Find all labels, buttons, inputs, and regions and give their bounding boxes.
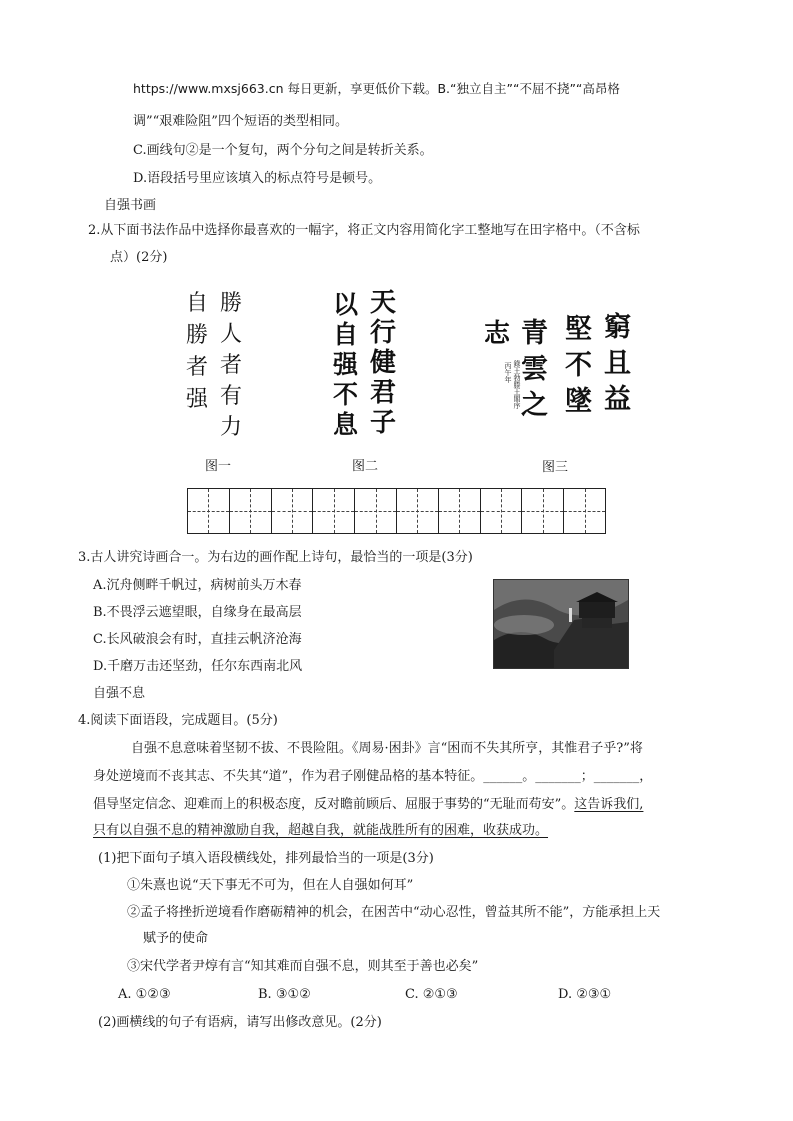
q4-sentence-1: ①朱熹也说“天下事无不可为，但在人自强如何耳” bbox=[127, 878, 414, 893]
fig3-col-2 bbox=[521, 316, 548, 424]
option-d: D.语段括号里应该填入的标点符号是顿号。 bbox=[133, 171, 382, 186]
fig3-char: 不 bbox=[565, 350, 592, 381]
section-title-self-improvement: 自强不息 bbox=[93, 686, 146, 701]
q4-underlined-sentence: 只有以自强不息的精神激励自我，超越自我，就能战胜所有的困难，收获成功。 bbox=[93, 823, 549, 838]
q4-stem: 4.阅读下面语段，完成题目。(5分) bbox=[78, 713, 278, 728]
grid-cell[interactable] bbox=[355, 489, 397, 533]
fig3-inscription: 丙午年 bbox=[504, 362, 512, 383]
fig3-char: 雲 bbox=[521, 354, 548, 385]
fig1-col-left bbox=[186, 288, 208, 416]
grid-cell[interactable] bbox=[522, 489, 564, 533]
fig3-caption: 图三 bbox=[542, 460, 569, 475]
option-c: C.画线句②是一个复句，两个分句之间是转折关系。 bbox=[133, 143, 433, 158]
writing-grid[interactable] bbox=[187, 488, 606, 534]
fig1-char: 勝 bbox=[220, 291, 243, 316]
fig2-char: 行 bbox=[370, 318, 397, 348]
q3-option-b[interactable]: B.不畏浮云遮望眼，自缘身在最高层 bbox=[93, 605, 302, 620]
q3-option-d[interactable]: D.千磨万击还坚劲，任尔东西南北风 bbox=[93, 659, 303, 674]
q4-choice-d[interactable]: D. ②③① bbox=[558, 987, 612, 1002]
fig3-char: 堅 bbox=[565, 314, 592, 345]
q4-sub1-stem: (1)把下面句子填入语段横线处，排列最恰当的一项是(3分) bbox=[98, 851, 434, 866]
header-line: https://www.mxsj663.cn 每日更新，享更低价下载。B.“独立自主”“不屈不挠”“高昂格 bbox=[133, 81, 620, 96]
fig2-char: 以 bbox=[333, 290, 359, 319]
grid-cell[interactable] bbox=[439, 489, 481, 533]
q3-option-a[interactable]: A.沉舟侧畔千帆过，病树前头万木春 bbox=[93, 578, 302, 593]
fig1-char: 勝 bbox=[186, 323, 209, 348]
q4-passage-text: 倡导坚定信念、迎难而上的积极态度，反对瞻前顾后、屈服于事势的“无耻而苟安”。 bbox=[93, 797, 575, 812]
fig1-col-right bbox=[220, 288, 242, 443]
grid-cell[interactable] bbox=[564, 489, 605, 533]
fig1-char: 人 bbox=[220, 322, 243, 347]
fig1-char: 者 bbox=[186, 355, 209, 380]
q4-choice-c[interactable]: C. ②①③ bbox=[405, 987, 458, 1002]
option-b-continuation: 调”“艰难险阻”四个短语的类型相同。 bbox=[133, 114, 348, 129]
fig2-char: 健 bbox=[370, 348, 397, 378]
fig3-char: 窮 bbox=[604, 312, 631, 343]
fig1-char: 者 bbox=[220, 353, 243, 378]
q4-underlined-sentence-start: 这告诉我们, bbox=[574, 797, 644, 812]
grid-cell[interactable] bbox=[188, 489, 230, 533]
q4-passage-line3 bbox=[93, 796, 643, 814]
q4-choice-a[interactable]: A. ①②③ bbox=[118, 987, 171, 1002]
fig3-col-3 bbox=[565, 312, 592, 420]
fig3-col-1 bbox=[484, 318, 510, 350]
fig2-char: 子 bbox=[370, 408, 397, 438]
fig1-char: 力 bbox=[220, 415, 243, 440]
q2-stem-line2: 点）(2分) bbox=[110, 250, 168, 265]
grid-cell[interactable] bbox=[272, 489, 314, 533]
fig2-caption: 图二 bbox=[352, 459, 379, 474]
fig3-char: 益 bbox=[604, 384, 631, 415]
q4-sentence-3: ③宋代学者尹焞有言“知其难而自强不息，则其至于善也必矣” bbox=[127, 959, 479, 974]
fig2-col-left bbox=[333, 290, 358, 440]
fig1-char: 有 bbox=[220, 384, 243, 409]
q4-sentence-2: ②孟子将挫折逆境看作磨砺精神的机会，在困苦中“动心忍性，曾益其所不能”，方能承担上天 bbox=[127, 905, 661, 920]
fig3-inscription: 錄王勃滕王閣序 bbox=[513, 360, 521, 409]
fig2-char: 天 bbox=[370, 288, 397, 318]
fig2-char: 息 bbox=[333, 410, 359, 439]
fig1-char: 自 bbox=[186, 291, 209, 316]
q4-sub2-stem: (2)画横线的句子有语病，请写出修改意见。(2分) bbox=[98, 1015, 382, 1030]
fig1-caption: 图一 bbox=[205, 459, 232, 474]
q4-sentence-2-cont: 赋予的使命 bbox=[143, 931, 209, 946]
fig1-char: 强 bbox=[186, 387, 209, 412]
fig3-char: 且 bbox=[604, 348, 631, 379]
q3-option-c[interactable]: C.长风破浪会有时，直挂云帆济沧海 bbox=[93, 632, 302, 647]
grid-cell[interactable] bbox=[397, 489, 439, 533]
section-title-calligraphy: 自强书画 bbox=[104, 198, 157, 213]
grid-cell[interactable] bbox=[313, 489, 355, 533]
fig3-char: 青 bbox=[521, 318, 548, 349]
grid-cell[interactable] bbox=[481, 489, 523, 533]
fig2-char: 自 bbox=[333, 320, 359, 349]
q2-stem-line1: 2.从下面书法作品中选择你最喜欢的一幅字，将正文内容用简化字工整地写在田字格中。（不含标 bbox=[88, 223, 640, 238]
q3-stem: 3.古人讲究诗画合一。为右边的画作配上诗句，最恰当的一项是(3分) bbox=[78, 550, 473, 565]
q4-choice-b[interactable]: B. ③①② bbox=[258, 987, 311, 1002]
painting-drawing bbox=[494, 580, 628, 668]
fig3-char: 志 bbox=[484, 319, 511, 349]
q4-passage-line2: 身处逆境而不丧其志、不失其“道”，作为君子刚健品格的基本特征。______。_______；_______， bbox=[93, 769, 653, 784]
fig3-col-4 bbox=[604, 310, 631, 418]
fig2-char: 不 bbox=[333, 380, 359, 409]
landscape-painting-image bbox=[493, 579, 629, 669]
fig2-char: 强 bbox=[333, 350, 359, 379]
q4-passage-line1: 自强不息意味着坚韧不拔、不畏险阻。《周易·困卦》言“困而不失其所亨，其惟君子乎?”将 bbox=[131, 741, 643, 756]
fig3-char: 墜 bbox=[565, 386, 592, 417]
fig2-col-right bbox=[370, 288, 396, 438]
fig2-char: 君 bbox=[370, 378, 397, 408]
grid-cell[interactable] bbox=[230, 489, 272, 533]
fig3-char: 之 bbox=[521, 390, 548, 421]
